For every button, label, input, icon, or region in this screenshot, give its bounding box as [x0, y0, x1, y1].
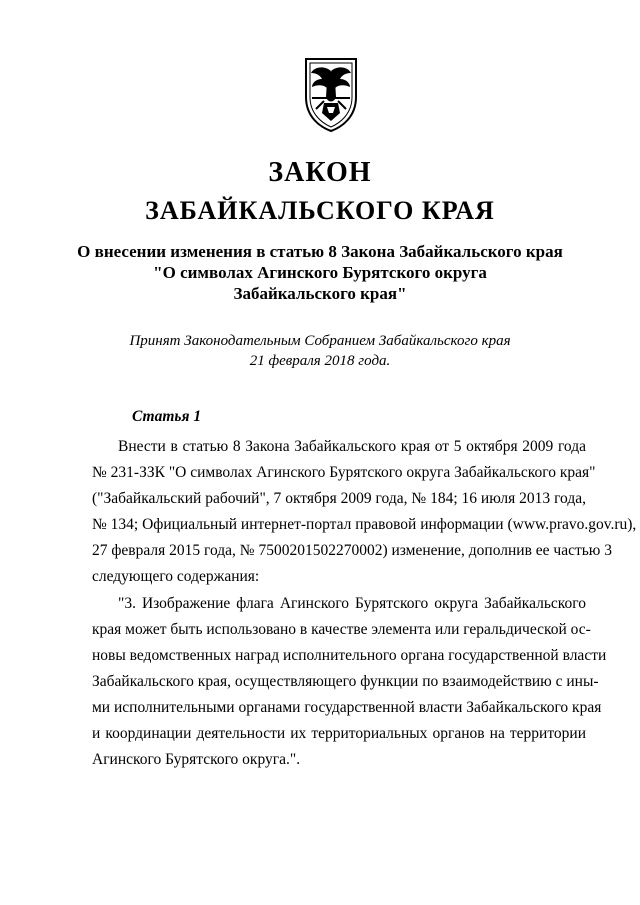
quoted-line: ми исполнительными органами государственной власти Забайкальского края	[92, 699, 602, 716]
law-subject	[60, 241, 580, 304]
paragraph-line: ("Забайкальский рабочий", 7 октября 2009 года, № 184; 16 июля 2013 года,	[92, 490, 586, 507]
adoption-date: 21 февраля 2018 года.	[249, 353, 391, 369]
quoted-line: и координации деятельности их территориальных органов на территории	[92, 725, 586, 742]
quoted-line: Забайкальского края, осуществляющего функции по взаимодействию с ины-	[92, 673, 599, 690]
paragraph-line: № 134; Официальный интернет-портал правовой информации (www.pravo.gov.ru),	[92, 516, 637, 533]
paragraph-line: следующего содержания:	[92, 568, 260, 585]
law-subject-line: Забайкальского края"	[233, 284, 407, 303]
quoted-line: "3. Изображение флага Агинского Бурятского округа Забайкальского	[118, 595, 586, 612]
coat-of-arms-icon	[302, 57, 360, 133]
paragraph-line: 27 февраля 2015 года, № 7500201502270002) изменение, дополнив ее частью 3	[92, 542, 612, 559]
quoted-line: края может быть использовано в качестве элемента или геральдической ос-	[92, 621, 591, 638]
law-title: ЗАКОН	[268, 157, 372, 188]
adoption-body: Принят Законодательным Собранием Забайкальского края	[129, 333, 511, 349]
law-region-title: ЗАБАЙКАЛЬСКОГО КРАЯ	[145, 196, 495, 225]
law-subject-line: "О символах Агинского Бурятского округа	[153, 263, 487, 282]
adoption-note	[60, 331, 580, 371]
paragraph-line: № 231-ЗЗК "О символах Агинского Бурятского округа Забайкальского края"	[92, 464, 596, 481]
law-subject-line: О внесении изменения в статью 8 Закона Забайкальского края	[77, 242, 563, 261]
article-heading: Статья 1	[132, 408, 202, 425]
quoted-line: Агинского Бурятского округа.".	[92, 751, 301, 768]
paragraph-line: Внести в статью 8 Закона Забайкальского края от 5 октября 2009 года	[118, 438, 586, 455]
quoted-line: новы ведомственных наград исполнительного органа государственной власти	[92, 647, 607, 664]
